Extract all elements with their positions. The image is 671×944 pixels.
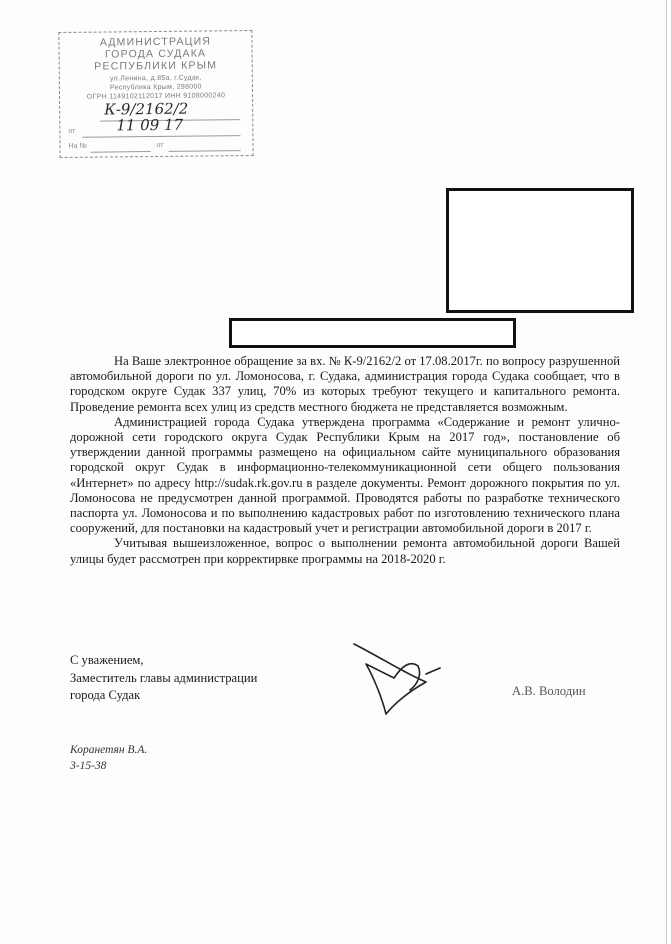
closing-block	[70, 652, 257, 705]
letter-body	[70, 354, 620, 567]
stamp-handwritten-date: 11 09 17	[116, 115, 184, 135]
executor-name: Коранетян В.А.	[70, 744, 148, 756]
stamp-address-2: Республика Крым, 298000	[109, 83, 202, 92]
handwritten-signature	[348, 638, 448, 720]
redacted-salutation	[229, 318, 516, 348]
executor-phone: 3-15-38	[70, 760, 107, 772]
stamp-field-label: На №	[68, 142, 87, 150]
closing-position: Заместитель главы администрации	[70, 670, 258, 685]
stamp-field-label: от	[68, 127, 76, 135]
paragraph-2: Администрацией города Судака утверждена программа «Содержание и ремонт улично-дорожной сети городского округа Судак Республики Крым на 2017 год», постановление об утверждении данной программы размещено на официальном сайте муниципального образования городской округ Судак в информационно-телекоммуникационной сети общего пользования «Интернет» по адресу http://sudak.rk.gov.ru в разделе документы. Ремонт дорожного покрытия по ул. Ломоносова не предусмотрен данной программой. Проводятся работы по разработке технического паспорта ул. Ломоносова и по выполнению кадастровых работ по изготовлению технического плана сооружений, для постановки на кадастровый учет и регистрации автомобильной дороги в 2017 г.	[70, 414, 620, 536]
closing-regards: С уважением,	[70, 653, 144, 667]
stamp-address-1: ул.Ленина, д.85а, г.Судак,	[109, 74, 202, 83]
stamp-handwritten-number: К-9/2162/2	[104, 99, 189, 119]
stamp-line-2: ГОРОДА СУДАКА	[104, 47, 207, 61]
redacted-recipient-block	[446, 188, 634, 313]
scan-edge	[666, 0, 667, 944]
signer-name: А.В. Володин	[512, 684, 586, 698]
executor-block	[70, 742, 147, 774]
paragraph-1: На Ваше электронное обращение за вх. № К-9/2162/2 от 17.08.2017г. по вопросу разрушенной автомобильной дороги по ул. Ломоносова, г. Судака, администрация города Судака сообщает, что в городском округе Судак 337 улиц, 70% из которых требуют текущего и капитального ремонта. Проведение ремонта всех улиц из средств местного бюджета не представляется возможным.	[70, 354, 620, 414]
registration-stamp	[58, 30, 253, 158]
stamp-line-1: АДМИНИСТРАЦИЯ	[99, 35, 212, 49]
stamp-field-label: от	[156, 141, 164, 149]
stamp-rule	[91, 151, 151, 153]
closing-organization: города Судак	[70, 688, 141, 702]
stamp-line-3: РЕСПУБЛИКИ КРЫМ	[94, 59, 218, 73]
stamp-rule	[82, 135, 240, 138]
paragraph-3: Учитывая вышеизложенное, вопрос о выполнении ремонта автомобильной дороги Вашей улицы будет рассмотрен при корректирвке программы на 2018-2020 г.	[70, 536, 620, 566]
stamp-ogrn: ОГРН 1149102112017 ИНН 9108000240	[86, 92, 226, 101]
stamp-rule	[169, 150, 241, 152]
